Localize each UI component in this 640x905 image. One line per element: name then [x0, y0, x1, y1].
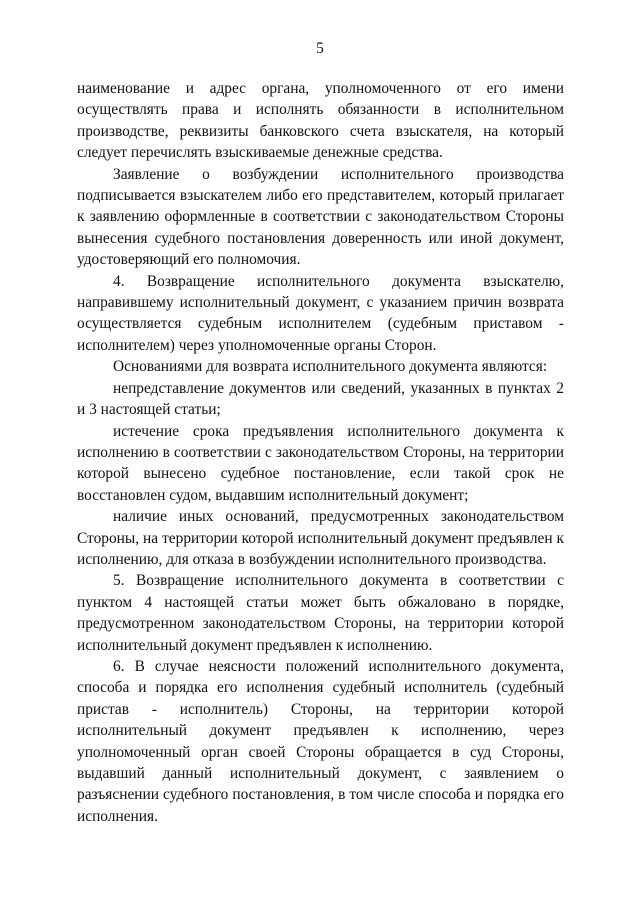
paragraph-item-4: 4. Возвращение исполнительного документа взыскателю, направившему исполнительный документ, с указанием причин возврата осуществляется судебным исполнителем (судебным приставом - исполнителем) через уполномоченные органы Сторон.: [77, 272, 564, 354]
document-body: [77, 78, 564, 827]
paragraph-continuation: наименование и адрес органа, уполномоченного от его имени осуществлять права и исполнять обязанности в исполнительном производстве, реквизиты банковского счета взыскателя, на который следует перечислять взыскиваемые денежные средства.: [77, 80, 564, 162]
paragraph-return-grounds: Основаниями для возврата исполнительного документа являются:: [113, 358, 548, 376]
paragraph-application-signing: Заявление о возбуждении исполнительного производства подписывается взыскателем либо его представителем, который прилагает к заявлению оформленные в соответствии с законодательством Стороны вынесения судебного постановления доверенность или иной документ, удостоверяющий его полномочия.: [77, 165, 564, 269]
page-number: 5: [316, 40, 324, 57]
paragraph-item-6: 6. В случае неясности положений исполнительного документа, способа и порядка его исполнения судебный исполнитель (судебный пристав - исполнитель) Стороны, на территории которой исполнительный документ предъявлен к исполнению, через уполномоченный орган своей Стороны обращается в суд Стороны, выдавший данный исполнительный документ, с заявлением о разъяснении судебного постановления, в том числе способа и порядка его исполнения.: [77, 657, 564, 825]
paragraph-ground-missing-documents: непредставление документов или сведений, указанных в пунктах 2 и 3 настоящей статьи;: [77, 379, 564, 419]
paragraph-ground-other-reasons: наличие иных оснований, предусмотренных законодательством Стороны, на территории которой исполнительный документ предъявлен к исполнению, для отказа в возбуждении исполнительного производства.: [77, 508, 564, 568]
paragraph-item-5: 5. Возвращение исполнительного документа в соответствии с пунктом 4 настоящей статьи может быть обжаловано в порядке, предусмотренном законодательством Стороны, на территории которой исполнительный документ предъявлен к исполнению.: [77, 572, 564, 654]
paragraph-ground-term-expired: истечение срока предъявления исполнительного документа к исполнению в соответствии с законодательством Стороны, на территории которой вынесено судебное постановление, если такой срок не восстановлен судом, выдавшим исполнительный документ;: [77, 422, 564, 504]
